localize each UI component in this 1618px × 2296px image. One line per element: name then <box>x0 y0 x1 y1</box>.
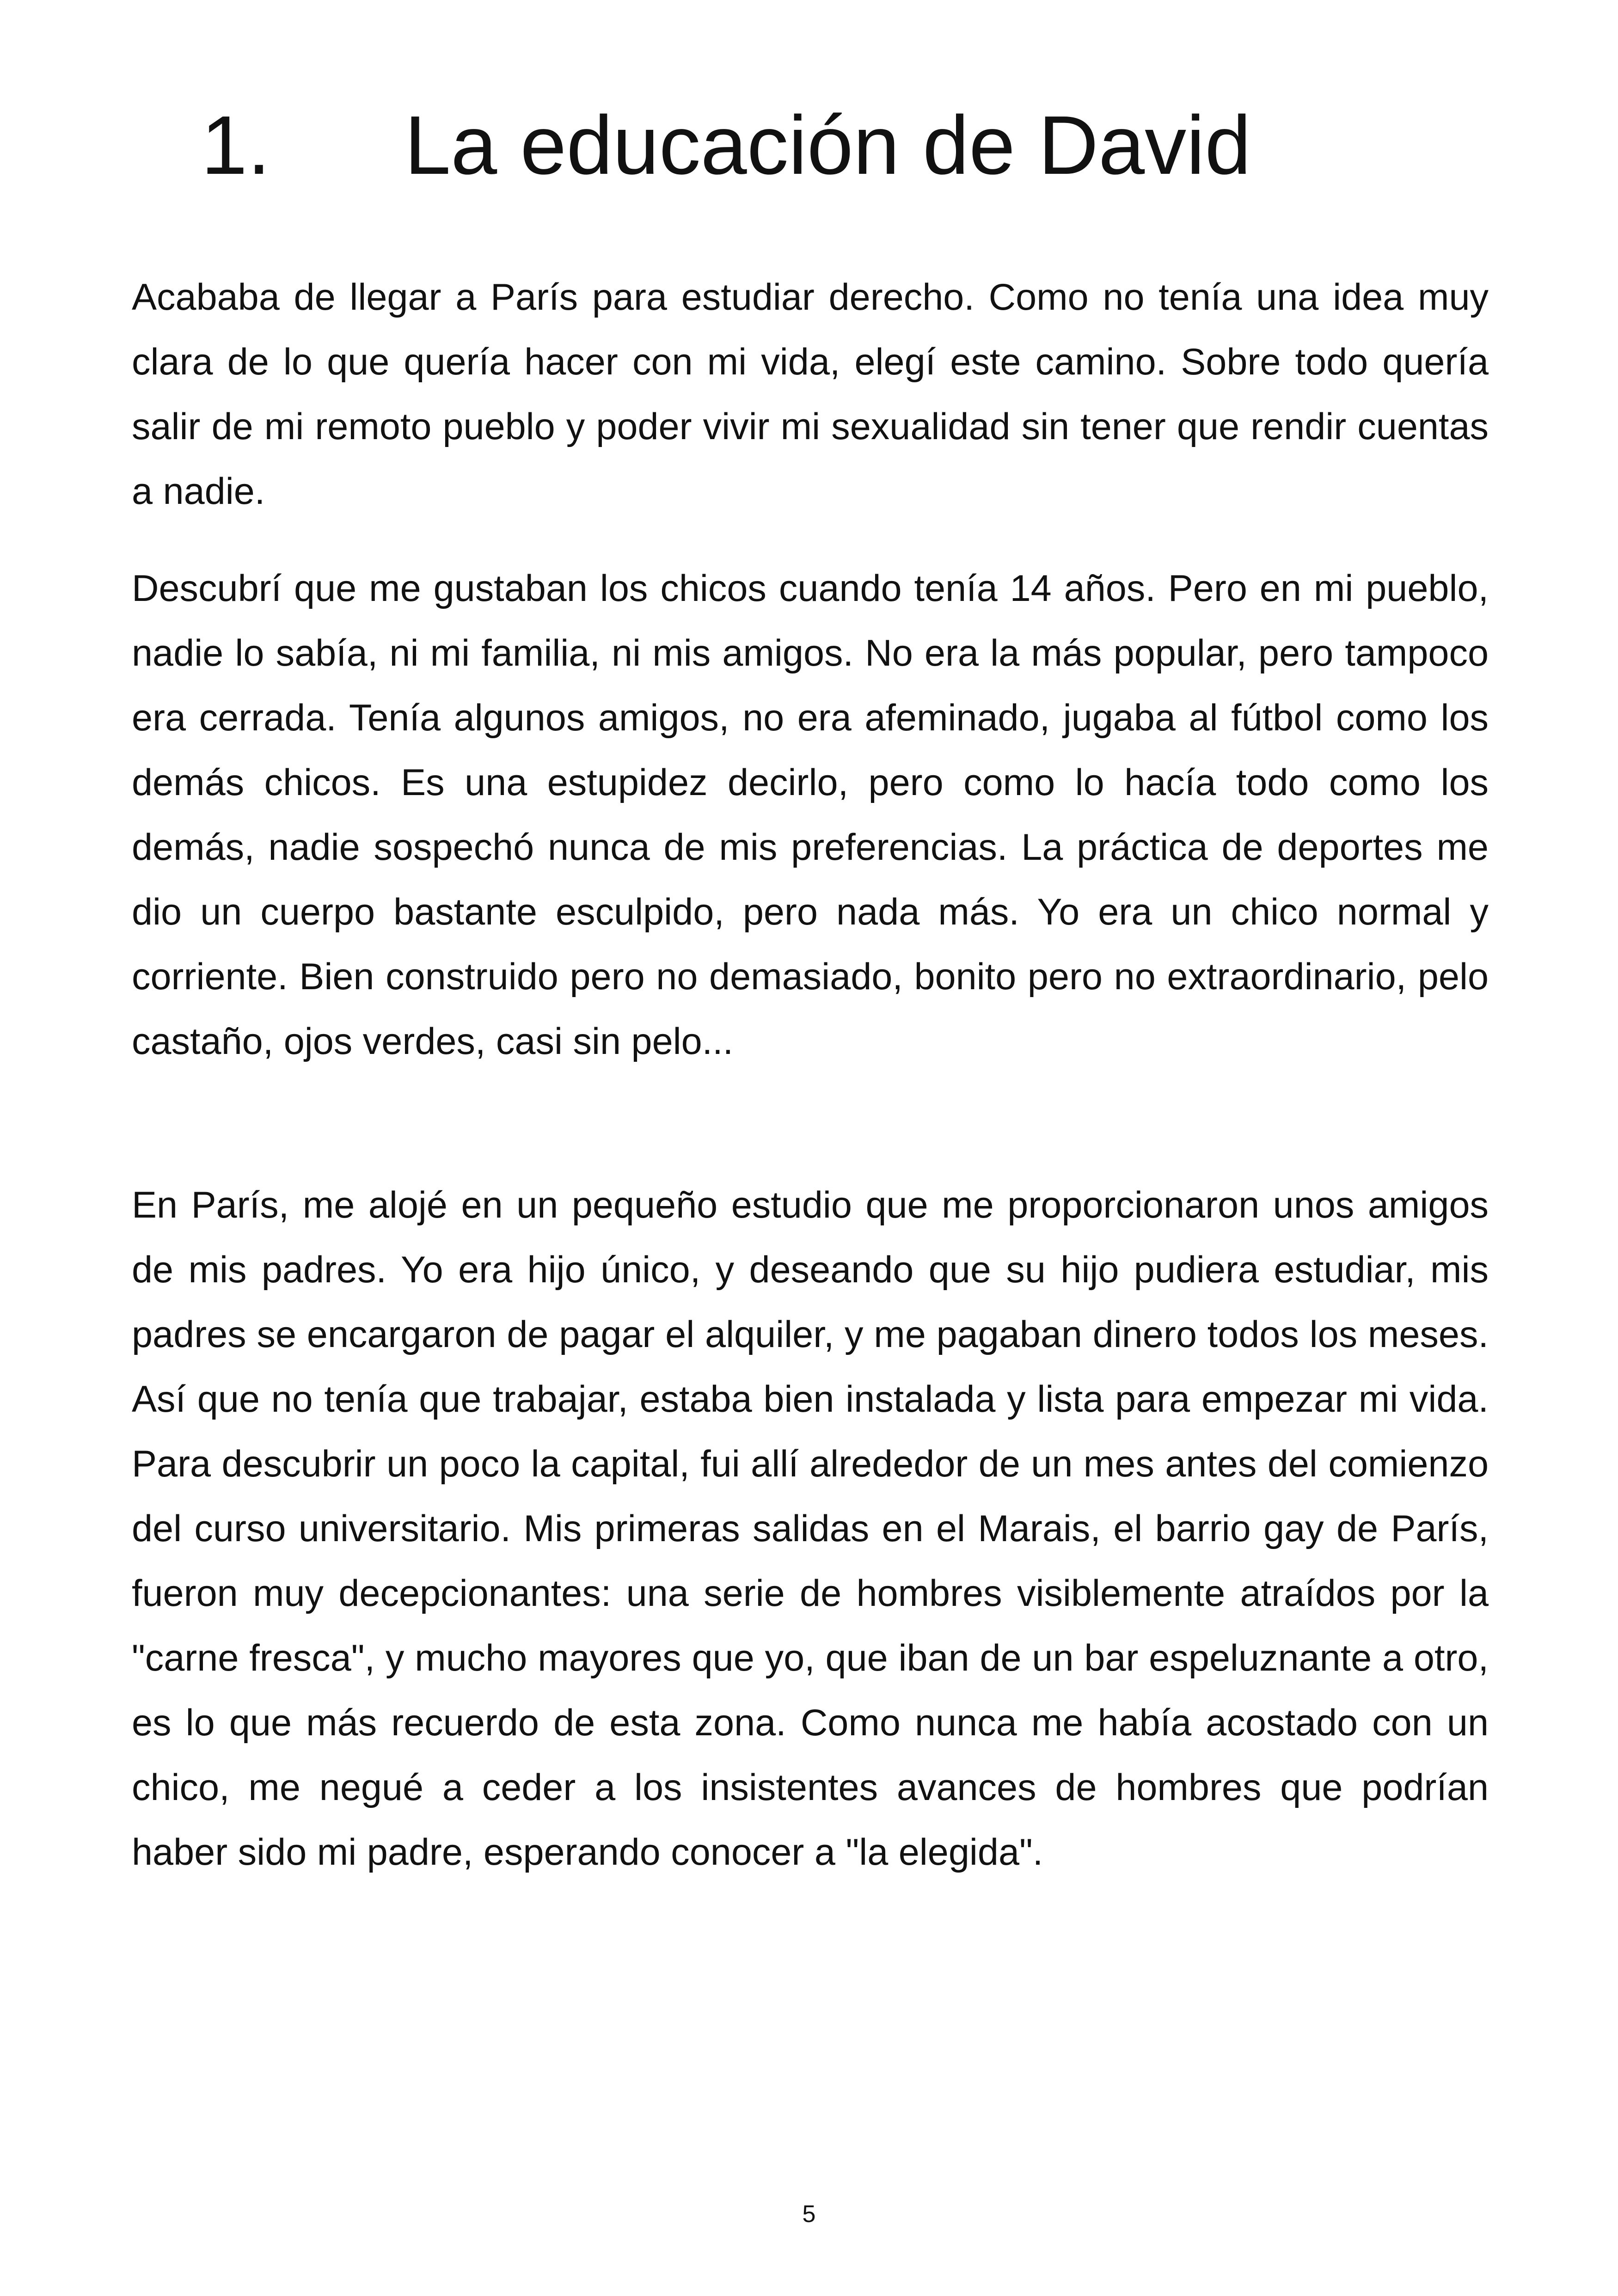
chapter-heading <box>201 86 1251 206</box>
page-number: 5 <box>802 2201 816 2228</box>
chapter-number: 1. <box>201 99 271 192</box>
paragraph: En París, me alojé en un pequeño estudio que me proporcionaron unos amigos de mis padres. Yo era hijo único, y deseando que su hijo pudiera estudiar, mis padres se encargaron de pagar el alquiler, y me pagaban dinero todos los meses. Así que no tenía que trabajar, estaba bien instalada y lista para empezar mi vida. Para descubrir un poco la capital, fui allí alrededor de un mes antes del comienzo del curso universitario. Mis primeras salidas en el Marais, el barrio gay de París, fueron muy decepcionantes: una serie de hombres visiblemente atraídos por la "carne fresca", y mucho mayores que yo, que iban de un bar espeluznante a otro, es lo que más recuerdo de esta zona. Como nunca me había acostado con un chico, me negué a ceder a los insistentes avances de hombres que podrían haber sido mi padre, esperando conocer a "la elegida". <box>132 1184 1489 1873</box>
chapter-title: La educación de David <box>404 99 1251 192</box>
paragraph: Descubrí que me gustaban los chicos cuando tenía 14 años. Pero en mi pueblo, nadie lo sabía, ni mi familia, ni mis amigos. No era la más popular, pero tampoco era cerrada. Tenía algunos amigos, no era afeminado, jugaba al fútbol como los demás chicos. Es una estupidez decirlo, pero como lo hacía todo como los demás, nadie sospechó nunca de mis preferencias. La práctica de deportes me dio un cuerpo bastante esculpido, pero nada más. Yo era un chico normal y corriente. Bien construido pero no demasiado, bonito pero no extraordinario, pelo castaño, ojos verdes, casi sin pelo... <box>132 568 1489 1062</box>
paragraph: Acababa de llegar a París para estudiar derecho. Como no tenía una idea muy clara de lo que quería hacer con mi vida, elegí este camino. Sobre todo quería salir de mi remoto pueblo y poder vivir mi sexualidad sin tener que rendir cuentas a nadie. <box>132 276 1489 512</box>
